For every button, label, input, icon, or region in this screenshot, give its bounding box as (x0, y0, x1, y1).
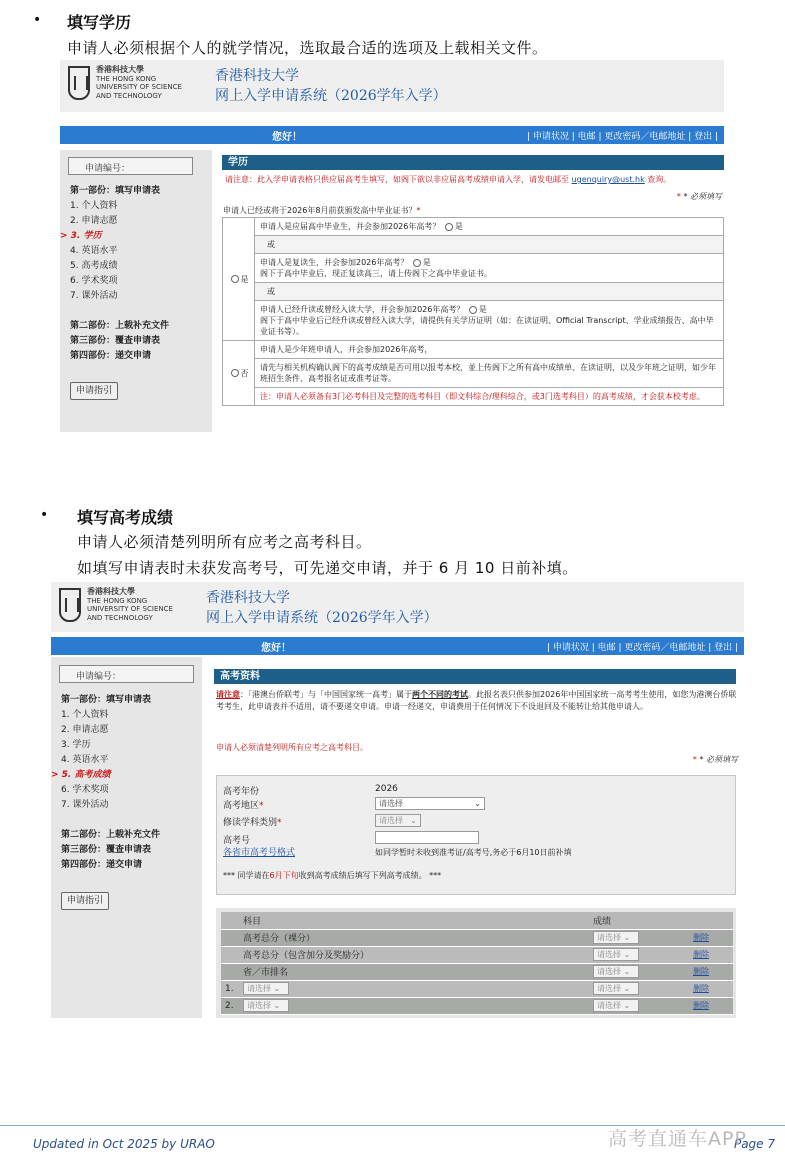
sidebar-part3[interactable]: 第三部份：覆查申请表 (61, 845, 152, 855)
section-header: 学历 (222, 155, 724, 170)
footer-updated: Updated in Oct 2025 by URAO (33, 1137, 215, 1151)
sidebar-part1[interactable]: 第一部份：填写申请表 (70, 186, 161, 196)
sidebar-item-activities[interactable]: 7. 课外活动 (61, 800, 109, 810)
sidebar (51, 657, 202, 1018)
greeting: 您好！ (272, 132, 302, 143)
sidebar-item-english[interactable]: 4. 英语水平 (70, 246, 118, 256)
gaokao-info-form (216, 775, 736, 895)
top-bar (60, 126, 724, 144)
sidebar-item-awards[interactable]: 6. 学术奖项 (70, 276, 118, 286)
sidebar-part4[interactable]: 第四部份：递交申请 (70, 351, 152, 361)
exam-no-format-link[interactable]: 各省市高考号格式 (223, 848, 296, 858)
notice: 请注意：此入学申请表格只供应届高考生填写，如阁下欲以非应届高考成绩申请入学，请发电邮至 ugenquiry@ust.hk 查询。 (225, 175, 672, 184)
table-row: 高考总分（包含加分及奖励分） 请选择 ⌄ 删除 (221, 946, 733, 963)
no-radio[interactable] (231, 369, 239, 377)
section2-heading: 填写高考成绩 (77, 508, 174, 527)
table-row: 高考总分（裸分） 请选择 ⌄ 删除 (221, 929, 733, 946)
delete-link[interactable]: 删除 (693, 1001, 709, 1010)
region-select[interactable]: 请选择 ⌄ (375, 797, 485, 810)
table-row: 2. 请选择 ⌄ 请选择 ⌄ 删除 (221, 997, 733, 1014)
watermark: 高考直通车APP (608, 1128, 747, 1150)
exam-no-input[interactable] (375, 831, 479, 844)
hkust-logo-icon (59, 588, 81, 622)
sidebar-nav (51, 693, 161, 873)
sidebar-item-personal[interactable]: 1. 个人资料 (61, 710, 109, 720)
subject-label: 修读学科类别* (223, 818, 282, 828)
sidebar-item-awards[interactable]: 6. 学术奖项 (61, 785, 109, 795)
delete-link[interactable]: 删除 (693, 967, 709, 976)
email-link[interactable]: ugenquiry@ust.hk (571, 175, 645, 184)
section-header: 高考资料 (214, 669, 736, 684)
list-all-note: 申请人必须清楚列明所有应考之高考科目。 (216, 743, 368, 752)
sidebar-part4[interactable]: 第四部份：递交申请 (61, 860, 143, 870)
option-d-detail: 请先与相关机构确认阁下的高考成绩是否可用以报考本校，並上传阁下之所有高中成绩单、在读证明，以及少年班之证明，如少年班招生条件、高考报名证或准考证等。 (255, 359, 724, 388)
sidebar-item-gaokao[interactable]: > 5. 高考成绩 (51, 770, 111, 780)
region-label: 高考地区* (223, 801, 264, 811)
page-number: Page 7 (733, 1137, 775, 1151)
required-note: * * 必须填写 (676, 192, 722, 201)
system-title: 香港科技大学 网上入学申请系统（2026学年入学） (206, 590, 438, 626)
subject-select[interactable]: 请选择 ⌄ (375, 814, 421, 827)
june-note: *** 同学请在6月下旬收到高考成绩后填写下列高考成绩。 *** (223, 871, 442, 880)
required-note: * * 必须填写 (692, 755, 738, 764)
sidebar-part2[interactable]: 第二部份：上载补充文件 (61, 830, 161, 840)
score-select[interactable]: 请选择 ⌄ (593, 948, 639, 961)
bullet-icon: • (33, 12, 42, 28)
banner (51, 582, 744, 632)
notice: 请注意：「港澳台侨联考」与「中国国家统一高考」属于两个不同的考试。此报名表只供参加2026年中国国家统一高考考生使用，如您为港澳台侨联考考生，此申请表并不适用，请不要递交申请。申请一经递交，申请费用于任何情况下不设退回及不能转让给其他申请人。 (216, 690, 737, 711)
guide-button[interactable]: 申请指引 (61, 892, 109, 910)
top-links[interactable]: | 申请状况 | 电邮 | 更改密码／电邮地址 | 登出 | (546, 643, 738, 653)
year-label: 高考年份 (223, 787, 260, 797)
hkust-logo-icon (68, 66, 90, 100)
guide-button[interactable]: 申请指引 (70, 382, 118, 400)
sidebar-item-english[interactable]: 4. 英语水平 (61, 755, 109, 765)
screenshot-gaokao (51, 582, 744, 1018)
option-c-radio[interactable] (469, 306, 477, 314)
chevron-down-icon: ⌄ (474, 799, 481, 808)
delete-link[interactable]: 删除 (693, 950, 709, 959)
sidebar-part1[interactable]: 第一部份：填写申请表 (61, 695, 152, 705)
top-links[interactable]: | 申请状况 | 电邮 | 更改密码／电邮地址 | 登出 | (526, 132, 718, 142)
option-c: 申请人已经升读或曾经入读大学，并会参加2026年高考？ 是 阁下于高中毕业后已经升读或曾经入读大学，请提供有关学历证明（如：在读证明、Official Transcript、学业成绩报告、高中毕业证书等）。 (255, 301, 724, 341)
bullet-icon: • (40, 507, 49, 523)
table-row: 1. 请选择 ⌄ 请选择 ⌄ 删除 (221, 980, 733, 997)
screenshot-education (60, 60, 724, 432)
hkust-logo-text: 香港科技大學 THE HONG KONG UNIVERSITY OF SCIENCE AND TECHNOLOGY (87, 587, 173, 622)
subject-row-select[interactable]: 请选择 ⌄ (243, 999, 289, 1012)
exam-no-hint: 如同学暂时未收到准考证/高考号,务必于6月10日前补填 (375, 848, 572, 857)
table-row: 省／市排名 请选择 ⌄ 删除 (221, 963, 733, 980)
sidebar-item-education[interactable]: > 3. 学历 (60, 231, 102, 241)
system-title: 香港科技大学 网上入学申请系统（2026学年入学） (215, 68, 447, 104)
application-number: 申请编号： (59, 665, 194, 683)
sidebar-item-education[interactable]: 3. 学历 (61, 740, 91, 750)
education-options-table (222, 217, 724, 406)
sidebar-part3[interactable]: 第三部份：覆查申请表 (70, 336, 161, 346)
sidebar-nav (60, 184, 170, 364)
option-a: 申请人是应届高中毕业生，并会参加2026年高考？ 是 (255, 218, 724, 236)
sidebar-item-choices[interactable]: 2. 申请志愿 (70, 216, 118, 226)
option-d-note: 注：申请人必须备有3门必考科目及完整的选考科目（即文科综合/理科综合，或3门选考科目）的高考成绩，才会获本校考虑。 (255, 388, 724, 406)
yes-radio[interactable] (231, 275, 239, 283)
score-select[interactable]: 请选择 ⌄ (593, 982, 639, 995)
scores-table (221, 912, 733, 1015)
sidebar-item-choices[interactable]: 2. 申请志愿 (61, 725, 109, 735)
application-number: 申请编号： (68, 157, 193, 175)
sidebar-part2[interactable]: 第二部份：上载补充文件 (70, 321, 170, 331)
option-b-radio[interactable] (413, 259, 421, 267)
greeting: 您好！ (261, 643, 291, 654)
score-select[interactable]: 请选择 ⌄ (593, 965, 639, 978)
sidebar (60, 150, 212, 432)
score-select[interactable]: 请选择 ⌄ (593, 999, 639, 1012)
section1-heading: 填写学历 (67, 13, 132, 32)
sidebar-item-activities[interactable]: 7. 课外活动 (70, 291, 118, 301)
no-cell: 否 (223, 341, 255, 406)
score-select[interactable]: 请选择 ⌄ (593, 931, 639, 944)
option-b: 申请人是复读生，并会参加2026年高考？ 是 阁下于高中毕业后，现正复读高三，请上传阁下之高中毕业证书。 (255, 254, 724, 283)
option-a-radio[interactable] (445, 223, 453, 231)
or-separator-1: 或 (255, 236, 724, 254)
yes-cell: 是 (223, 218, 255, 341)
exam-no-label: 高考号 (223, 836, 251, 846)
or-separator-2: 或 (255, 283, 724, 301)
hkust-logo-text: 香港科技大學 THE HONG KONG UNIVERSITY OF SCIENCE AND TECHNOLOGY (96, 65, 182, 100)
question: 申请人已经或将于2026年8月前获颁发高中毕业证书？* (223, 206, 421, 215)
delete-link[interactable]: 删除 (693, 984, 709, 993)
subject-row-select[interactable]: 请选择 ⌄ (243, 982, 289, 995)
banner (60, 60, 724, 112)
section1-text: 申请人必须根据个人的就学情况，选取最合适的选项及上载相关文件。 (67, 39, 548, 57)
option-d: 申请人是少年班申请人，并会参加2026年高考， (255, 341, 724, 359)
year-value: 2026 (375, 784, 398, 794)
delete-link[interactable]: 删除 (693, 933, 709, 942)
sidebar-item-gaokao[interactable]: 5. 高考成绩 (70, 261, 118, 271)
section2-line2: 如填写申请表时未获发高考号，可先递交申请，并于 6 月 10 日前补填。 (77, 559, 578, 577)
chevron-down-icon: ⌄ (410, 816, 417, 825)
top-bar (51, 637, 744, 655)
section2-line1: 申请人必须清楚列明所有应考之高考科目。 (77, 533, 372, 551)
col-score: 成绩 (589, 912, 689, 929)
col-subject: 科目 (239, 912, 589, 929)
sidebar-item-personal[interactable]: 1. 个人资料 (70, 201, 118, 211)
